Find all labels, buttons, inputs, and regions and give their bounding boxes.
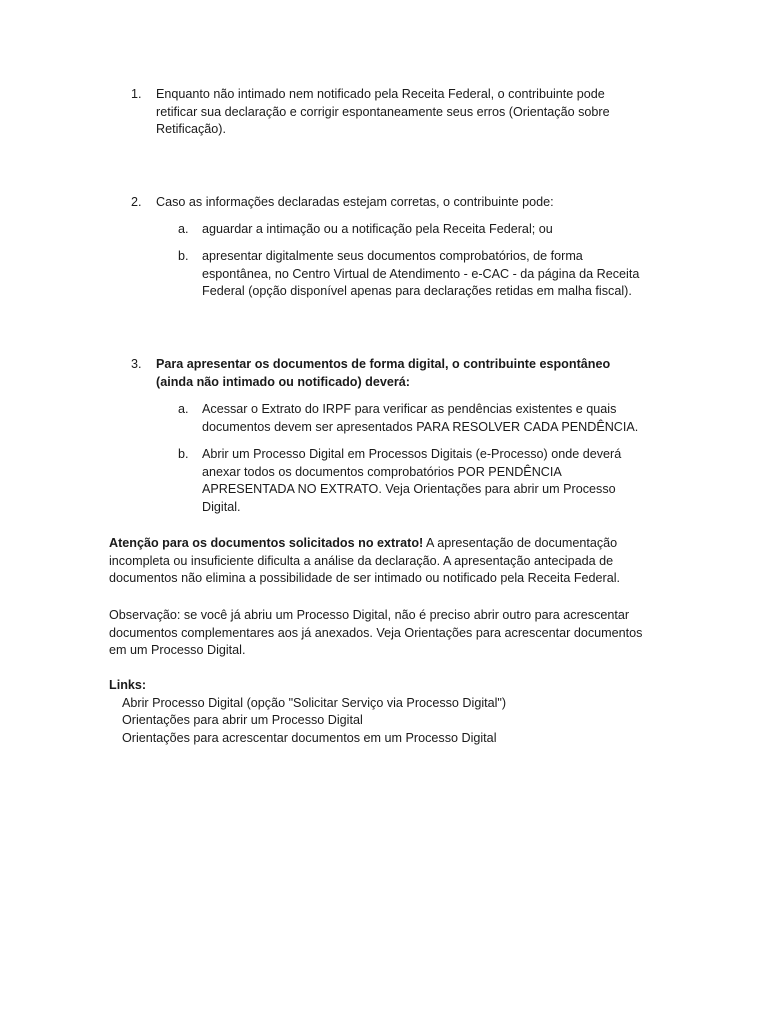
sub-list-letter: a. (178, 222, 189, 236)
list-number: 1. (131, 87, 142, 101)
sub-list-letter: a. (178, 402, 189, 416)
sub-item-text: aguardar a intimação ou a notificação pela Receita Federal; ou (202, 222, 553, 236)
sub-list-letter: b. (178, 447, 189, 461)
list-item-bold-text: Para apresentar os documentos de forma digital, o contribuinte espontâneo (ainda não intimado ou notificado) deverá: (156, 357, 611, 389)
list-item-1 (131, 86, 641, 139)
links-heading: Links: (109, 678, 147, 692)
sub-item-2a (178, 221, 648, 239)
observation-paragraph: Observação: se você já abriu um Processo Digital, não é preciso abrir outro para acrescentar documentos complementares aos já anexados. Veja Orientações para acrescentar documentos em um Processo Digital. (109, 608, 643, 658)
sub-item-text: Abrir um Processo Digital em Processos Digitais (e-Processo) onde deverá anexar todos os documentos comprobatórios POR PENDÊNCIA APRESENTADA NO EXTRATO. Veja Orientações para abrir um Processo Digital. (202, 447, 622, 514)
sub-item-2b (178, 248, 648, 301)
sub-item-3a (178, 401, 648, 436)
link-guidelines-add-documents[interactable]: Orientações para acrescentar documentos em um Processo Digital (122, 730, 497, 745)
list-item-3 (131, 356, 641, 391)
attention-paragraph (109, 535, 659, 588)
list-number: 2. (131, 195, 142, 209)
list-number: 3. (131, 357, 142, 371)
attention-bold: Atenção para os documentos solicitados no extrato! (109, 536, 424, 550)
attention-text: A apresentação de documentação incompleta ou insuficiente dificulta a análise da declaração. A apresentação antecipada de documentos não elimina a possibilidade de ser intimado ou notificado pela Receita Federal. (109, 536, 621, 586)
list-item-text: Enquanto não intimado nem notificado pela Receita Federal, o contribuinte pode retificar sua declaração e corrigir espontaneamente seus erros (Orientação sobre Retificação). (156, 87, 610, 137)
link-guidelines-open-process[interactable]: Orientações para abrir um Processo Digital (122, 713, 363, 728)
sub-item-text: apresentar digitalmente seus documentos comprobatórios, de forma espontânea, no Centro Virtual de Atendimento - e-CAC - da página da Receita Federal (opção disponível apenas para declarações retidas em malha fiscal). (202, 249, 640, 299)
link-open-digital-process[interactable]: Abrir Processo Digital (opção "Solicitar Serviço via Processo Digital") (122, 695, 507, 710)
list-item-text: Caso as informações declaradas estejam corretas, o contribuinte pode: (156, 195, 554, 209)
sub-list-letter: b. (178, 249, 189, 263)
sub-item-text: Acessar o Extrato do IRPF para verificar as pendências existentes e quais documentos devem ser apresentados PARA RESOLVER CADA PENDÊNCIA. (202, 402, 639, 434)
list-item-2 (131, 194, 641, 212)
links-section (109, 677, 659, 747)
sub-item-3b (178, 446, 648, 516)
